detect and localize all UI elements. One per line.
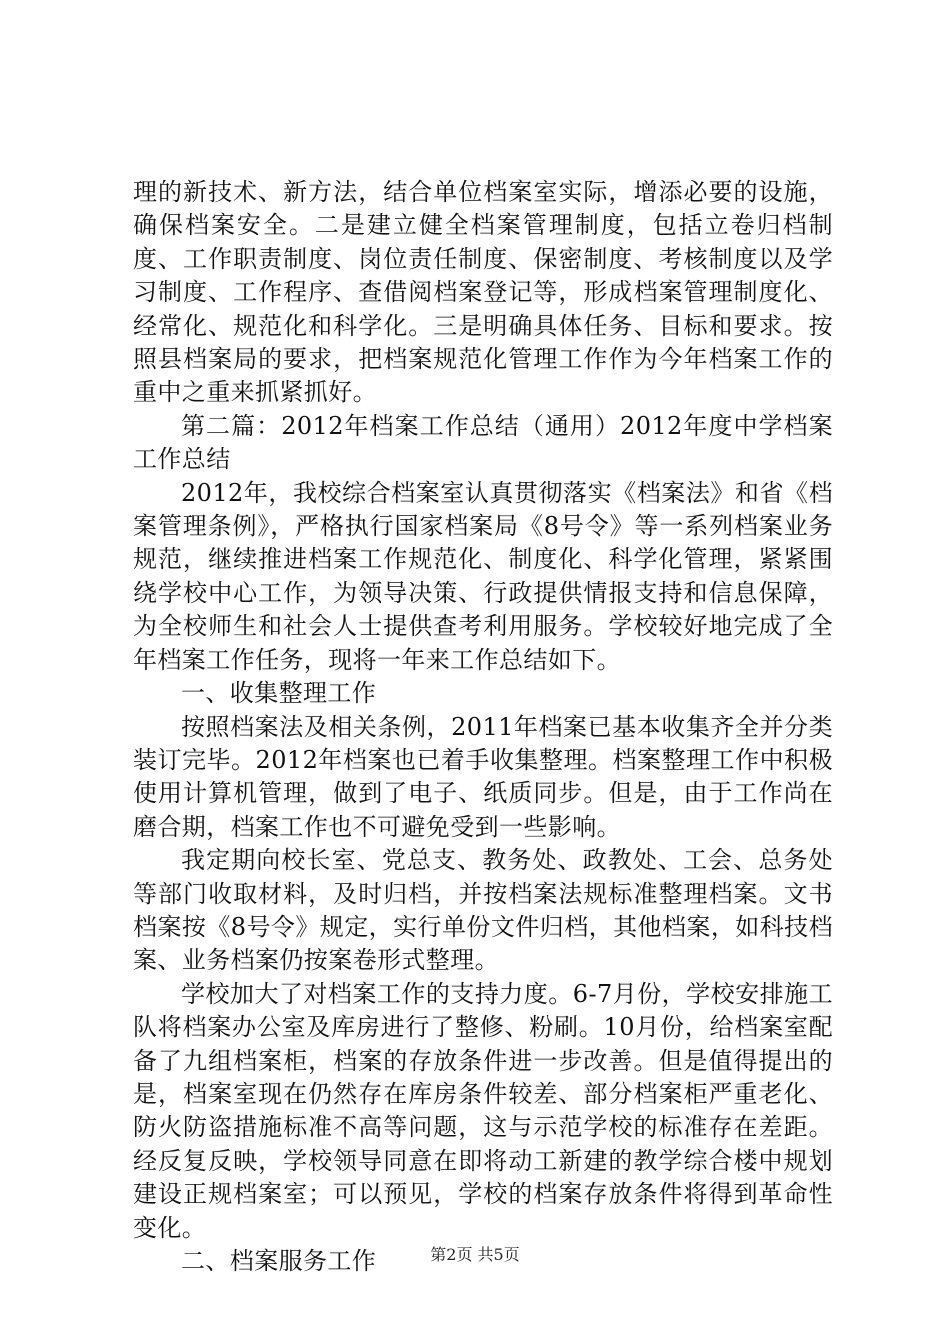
paragraph: 2012年，我校综合档案室认真贯彻落实《档案法》和省《档案管理条例》，严格执行国家档案局《8号令》等一系列档案业务规范，继续推进档案工作规范化、制度化、科学化管理，紧紧围绕学校中心工作，为领导决策、行政提供情报支持和信息保障，为全校师生和社会人士提供查考利用服务。学校较好地完成了全年档案工作任务，现将一年来工作总结如下。 — [133, 478, 833, 674]
document-body — [133, 176, 833, 1278]
paragraph: 理的新技术、新方法，结合单位档案室实际，增添必要的设施，确保档案安全。二是建立健全档案管理制度，包括立卷归档制度、工作职责制度、岗位责任制度、保密制度、考核制度以及学习制度、工作程序、查借阅档案登记等，形成档案管理制度化、经常化、规范化和科学化。三是明确具体任务、目标和要求。按照县档案局的要求，把档案规范化管理工作作为今年档案工作的重中之重来抓紧抓好。 — [133, 178, 833, 407]
paragraph: 按照档案法及相关条例，2011年档案已基本收集齐全并分类装订完毕。2012年档案也已着手收集整理。档案整理工作中积极使用计算机管理，做到了电子、纸质同步。但是，由于工作尚在磨合期，档案工作也不可避免受到一些影响。 — [133, 712, 833, 841]
page-number: 第2页 共5页 — [430, 1245, 520, 1264]
paragraph: 我定期向校长室、党总支、教务处、政教处、工会、总务处等部门收取材料，及时归档，并按档案法规标准整理档案。文书档案按《8号令》规定，实行单份文件归档，其他档案，如科技档案、业务档案仍按案卷形式整理。 — [133, 846, 833, 975]
section-heading: 第二篇：2012年档案工作总结（通用）2012年度中学档案工作总结 — [133, 411, 833, 474]
section-heading: 一、收集整理工作 — [181, 679, 377, 708]
paragraph: 学校加大了对档案工作的支持力度。6-7月份，学校安排施工队将档案办公室及库房进行了整修、粉刷。10月份，给档案室配备了九组档案柜，档案的存放条件进一步改善。但是值得提出的是，档案室现在仍然存在库房条件较差、部分档案柜严重老化、防火防盗措施标准不高等问题，这与示范学校的标准存在差距。经反复反映，学校领导同意在即将动工新建的教学综合楼中规划建设正规档案室；可以预见，学校的档案存放条件将得到革命性变化。 — [133, 979, 833, 1242]
section-heading: 二、档案服务工作 — [181, 1247, 377, 1275]
